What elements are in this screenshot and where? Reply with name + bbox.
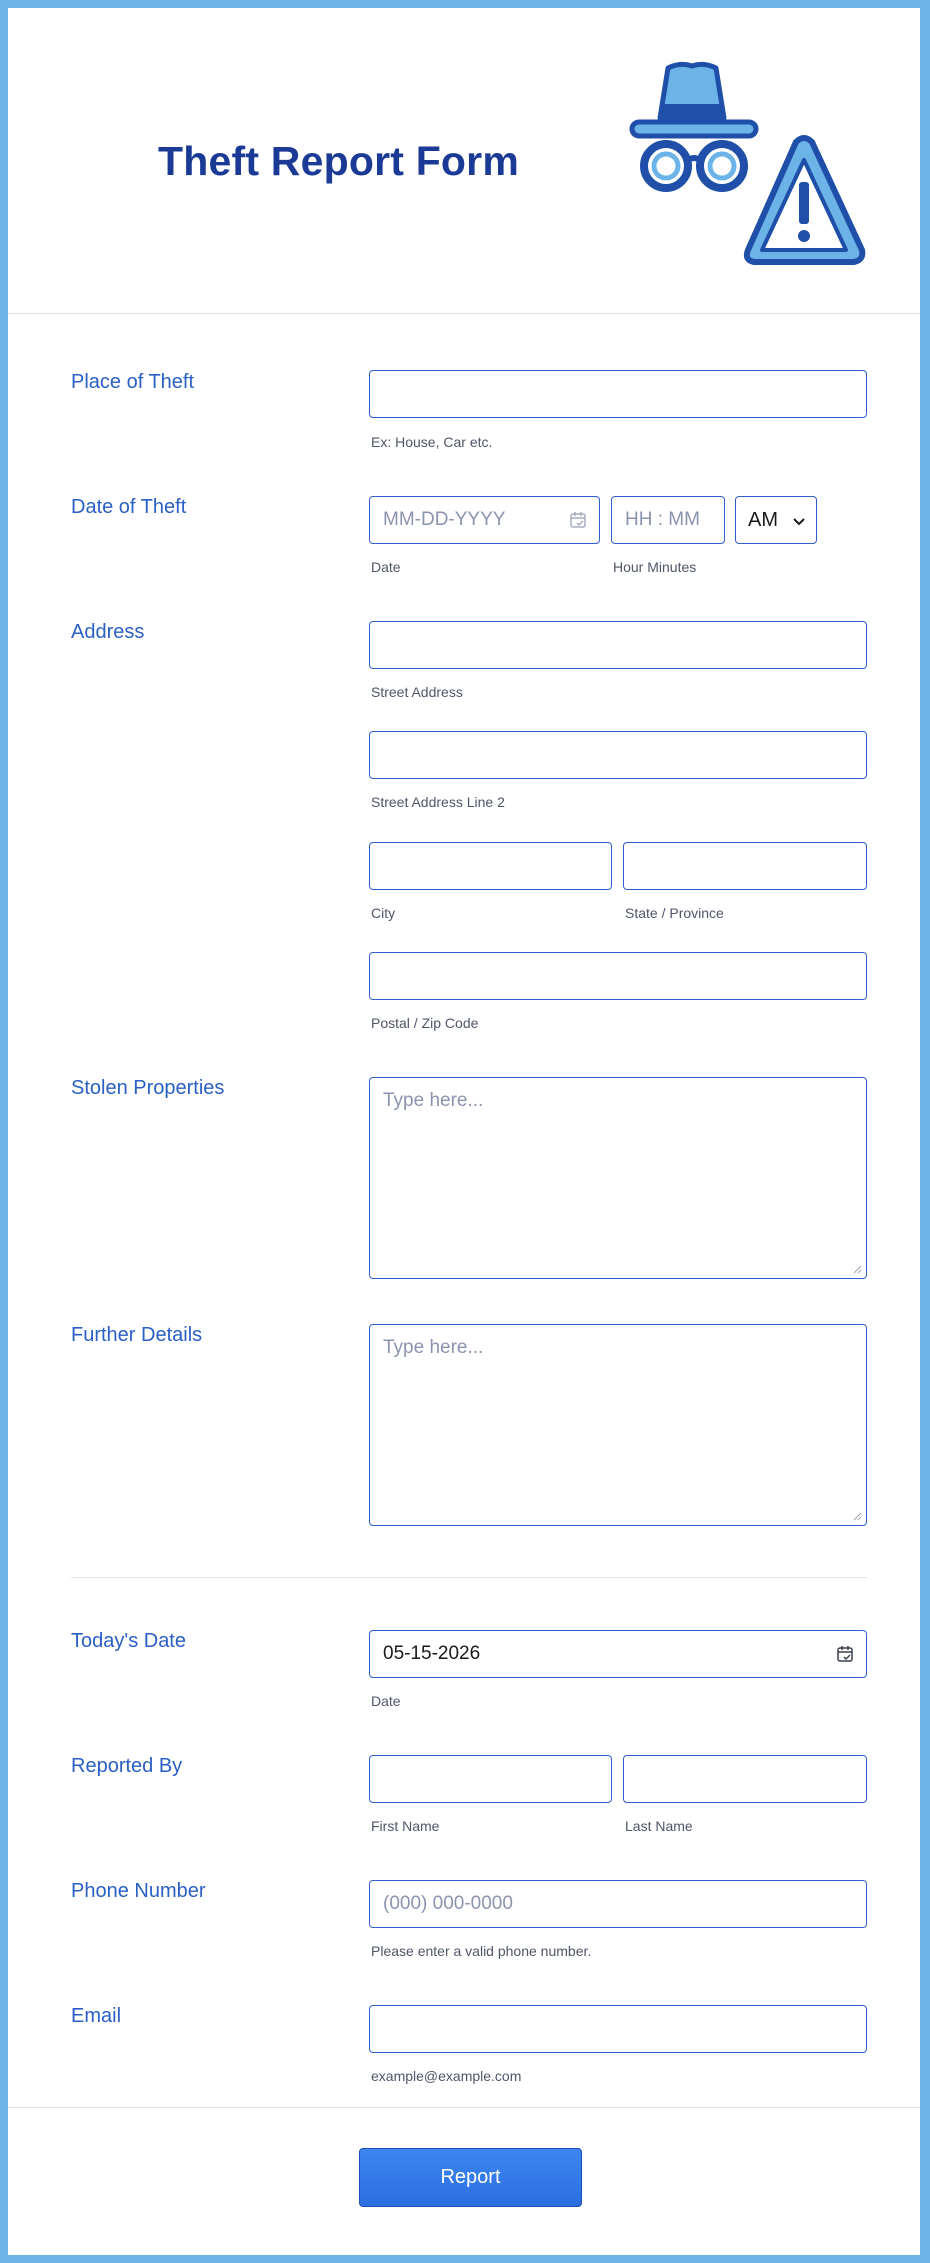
- last-name-sublabel: Last Name: [625, 1818, 693, 1834]
- reported-by-label: Reported By: [71, 1755, 183, 1777]
- place-of-theft-sublabel: Ex: House, Car etc.: [371, 434, 493, 450]
- email-sublabel: example@example.com: [371, 2068, 522, 2084]
- chevron-down-icon: [792, 514, 806, 528]
- place-of-theft-label: Place of Theft: [71, 371, 195, 393]
- further-details-textarea[interactable]: [370, 1325, 866, 1525]
- street-address-line2-field[interactable]: [369, 731, 867, 779]
- calendar-icon[interactable]: [569, 511, 587, 529]
- place-of-theft-input[interactable]: [370, 371, 866, 417]
- date-of-theft-date-sublabel: Date: [371, 559, 401, 575]
- date-of-theft-date-input[interactable]: [370, 497, 599, 543]
- email-input[interactable]: [370, 2006, 866, 2052]
- todays-date-label: Today's Date: [71, 1630, 186, 1652]
- calendar-icon[interactable]: [836, 1645, 854, 1663]
- stolen-properties-textarea[interactable]: [370, 1078, 866, 1278]
- phone-number-input[interactable]: [370, 1881, 866, 1927]
- date-of-theft-time-field[interactable]: [611, 496, 725, 544]
- first-name-field[interactable]: [369, 1755, 612, 1803]
- ampm-select[interactable]: [735, 496, 817, 544]
- first-name-sublabel: First Name: [371, 1818, 440, 1834]
- email-field[interactable]: [369, 2005, 867, 2053]
- report-submit-button[interactable]: Report: [359, 2148, 582, 2207]
- street-address-sublabel: Street Address: [371, 684, 463, 700]
- form-header: [8, 8, 920, 314]
- city-sublabel: City: [371, 905, 396, 921]
- footer-divider: [8, 2107, 920, 2108]
- postal-code-field[interactable]: [369, 952, 867, 1000]
- stolen-properties-field[interactable]: [369, 1077, 867, 1279]
- phone-number-label: Phone Number: [71, 1880, 206, 1902]
- stolen-properties-label: Stolen Properties: [71, 1077, 225, 1099]
- street-address-line2-sublabel: Street Address Line 2: [371, 794, 505, 810]
- date-of-theft-label: Date of Theft: [71, 496, 187, 518]
- ampm-value: AM: [748, 509, 778, 531]
- further-details-label: Further Details: [71, 1324, 203, 1346]
- state-province-sublabel: State / Province: [625, 905, 724, 921]
- resize-handle-icon[interactable]: [852, 1264, 862, 1274]
- state-province-field[interactable]: [623, 842, 867, 890]
- city-input[interactable]: [370, 843, 611, 889]
- postal-code-sublabel: Postal / Zip Code: [371, 1015, 479, 1031]
- date-of-theft-time-input[interactable]: [612, 497, 724, 543]
- city-field[interactable]: [369, 842, 612, 890]
- last-name-field[interactable]: [623, 1755, 867, 1803]
- form-title: Theft Report Form: [158, 138, 519, 184]
- street-address-line2-input[interactable]: [370, 732, 866, 778]
- resize-handle-icon[interactable]: [852, 1511, 862, 1521]
- phone-number-field[interactable]: [369, 1880, 867, 1928]
- first-name-input[interactable]: [370, 1756, 611, 1802]
- email-label: Email: [71, 2005, 122, 2027]
- form-card: [8, 8, 920, 2255]
- section-divider: [71, 1577, 867, 1578]
- last-name-input[interactable]: [624, 1756, 866, 1802]
- place-of-theft-field[interactable]: [369, 370, 867, 418]
- street-address-field[interactable]: [369, 621, 867, 669]
- further-details-field[interactable]: [369, 1324, 867, 1526]
- address-label: Address: [71, 621, 145, 643]
- todays-date-field[interactable]: [369, 1630, 867, 1678]
- date-of-theft-date-field[interactable]: [369, 496, 600, 544]
- postal-code-input[interactable]: [370, 953, 866, 999]
- date-of-theft-time-sublabel: Hour Minutes: [613, 559, 697, 575]
- phone-number-sublabel: Please enter a valid phone number.: [371, 1943, 592, 1959]
- todays-date-input[interactable]: [370, 1631, 866, 1677]
- spy-hat-glasses-warning-icon: [620, 56, 870, 276]
- state-province-input[interactable]: [624, 843, 866, 889]
- todays-date-sublabel: Date: [371, 1693, 401, 1709]
- street-address-input[interactable]: [370, 622, 866, 668]
